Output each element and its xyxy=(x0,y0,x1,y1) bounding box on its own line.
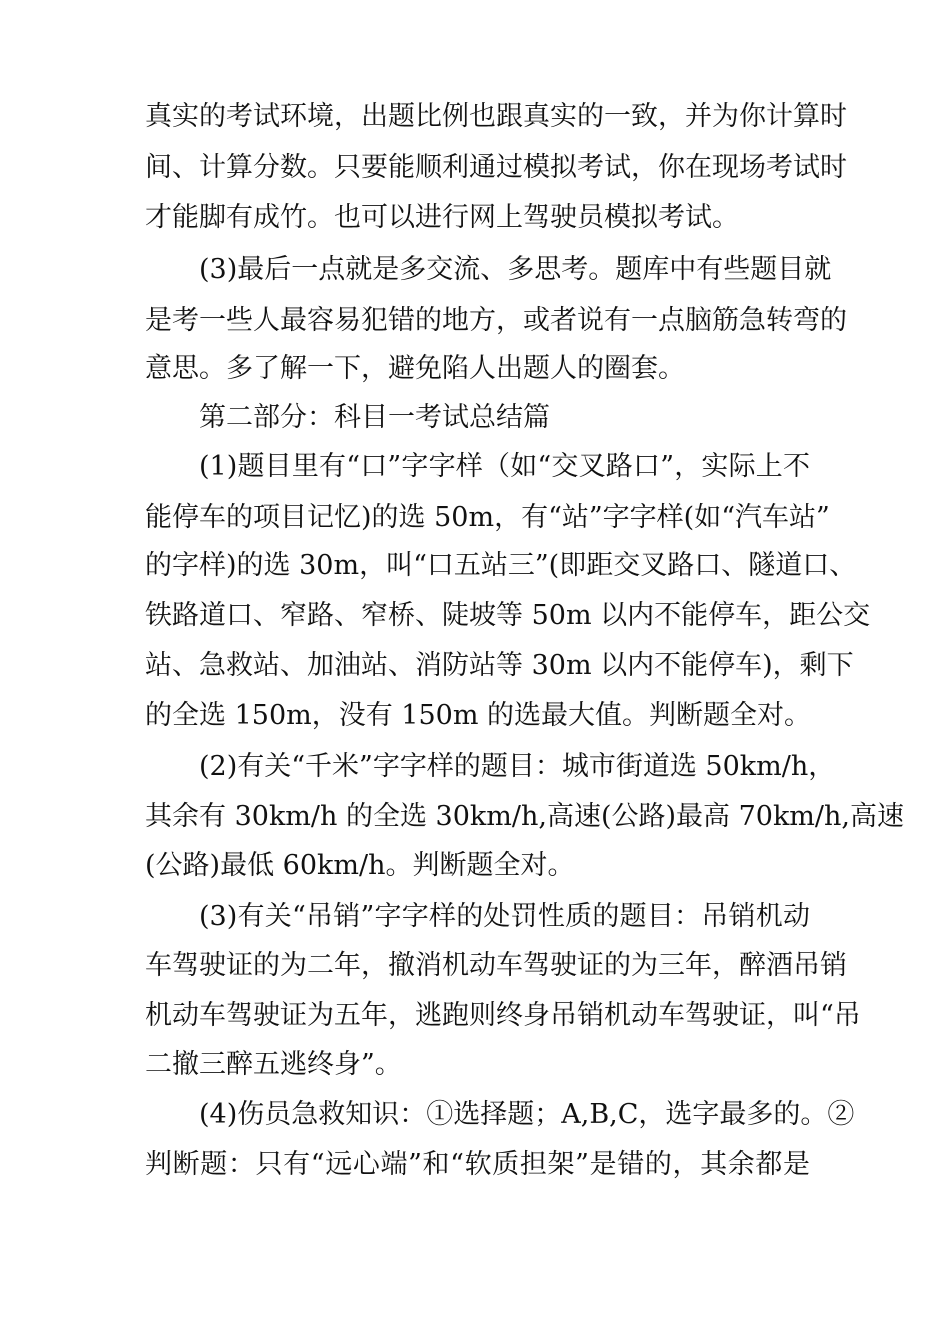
text-line: 间、计算分数。只要能顺利通过模拟考试，你在现场考试时 xyxy=(145,152,847,183)
text-line: 是考一些人最容易犯错的地方，或者说有一点脑筋急转弯的 xyxy=(145,305,847,336)
text-line: 才能脚有成竹。也可以进行网上驾驶员模拟考试。 xyxy=(145,202,739,233)
text-line: (3)最后一点就是多交流、多思考。题库中有些题目就 xyxy=(199,254,832,285)
text-line: (3)有关“吊销”字字样的处罚性质的题目：吊销机动 xyxy=(199,901,810,932)
text-line: 铁路道口、窄路、窄桥、陡坡等 50m 以内不能停车，距公交 xyxy=(145,600,871,631)
text-line: 的全选 150m，没有 150m 的选最大值。判断题全对。 xyxy=(145,700,812,731)
text-line: 能停车的项目记忆)的选 50m，有“站”字字样(如“汽车站” xyxy=(145,502,830,533)
text-line: 车驾驶证的为二年，撤消机动车驾驶证的为三年，醉酒吊销 xyxy=(145,950,847,981)
text-line: (4)伤员急救知识：①选择题；A,B,C，选字最多的。② xyxy=(199,1099,855,1130)
text-line: 判断题：只有“远心端”和“软质担架”是错的，其余都是 xyxy=(145,1149,810,1180)
text-line: (1)题目里有“口”字字样（如“交叉路口”，实际上不 xyxy=(199,451,810,482)
text-line: 真实的考试环境，出题比例也跟真实的一致，并为你计算时 xyxy=(145,101,847,132)
section-heading: 第二部分：科目一考试总结篇 xyxy=(199,402,550,433)
text-line: 意思。多了解一下，避免陷人出题人的圈套。 xyxy=(145,353,685,384)
text-line: (公路)最低 60km/h。判断题全对。 xyxy=(145,850,575,881)
text-line: 的字样)的选 30m，叫“口五站三”(即距交叉路口、隧道口、 xyxy=(145,550,857,581)
text-line: 二撤三醉五逃终身”。 xyxy=(145,1049,402,1080)
text-line: 其余有 30km/h 的全选 30km/h,高速(公路)最高 70km/h,高速 xyxy=(145,801,904,832)
text-line: 机动车驾驶证为五年，逃跑则终身吊销机动车驾驶证，叫“吊 xyxy=(145,1000,861,1031)
text-line: (2)有关“千米”字字样的题目：城市街道选 50km/h， xyxy=(199,751,836,782)
text-line: 站、急救站、加油站、消防站等 30m 以内不能停车)，剩下 xyxy=(145,650,854,681)
